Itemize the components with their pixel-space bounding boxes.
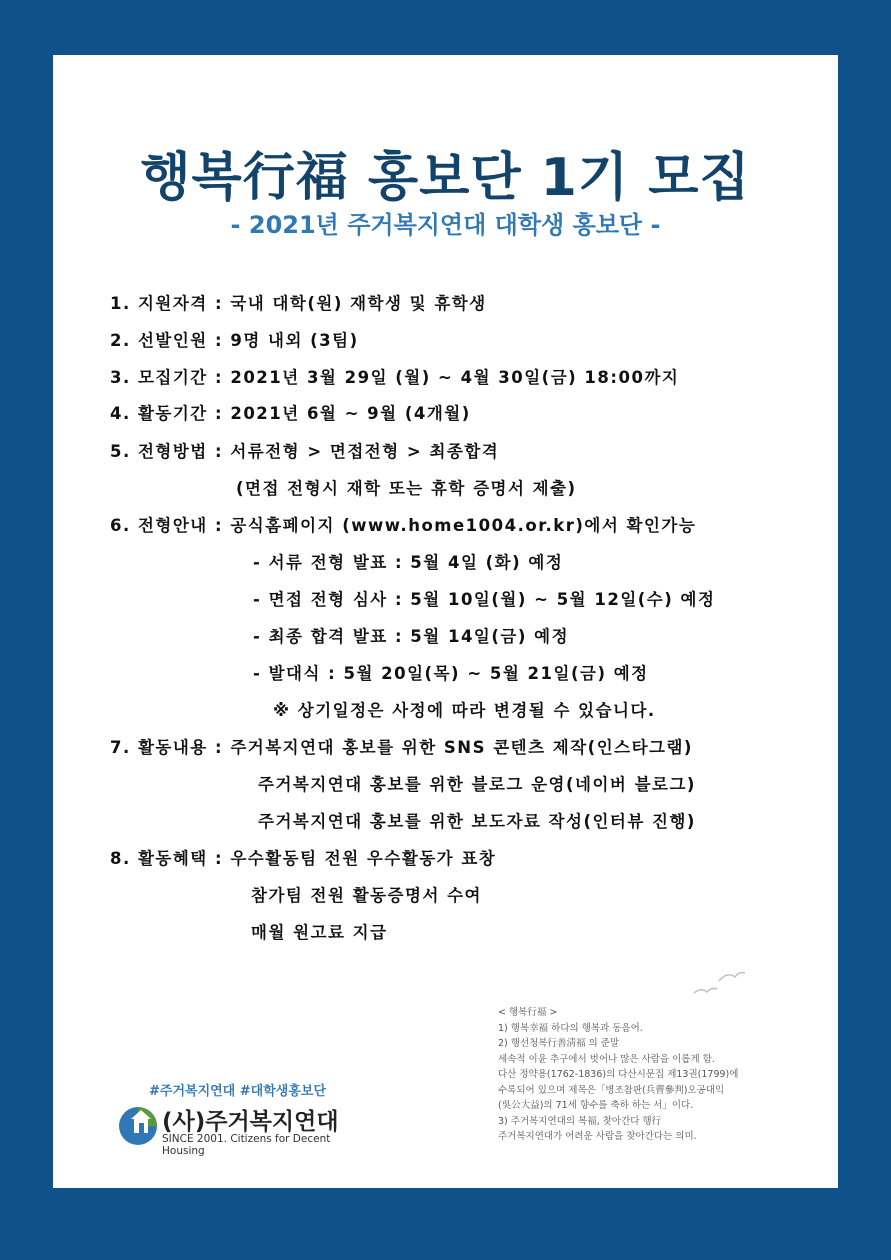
footnote-line: 3) 주거복지연대의 복福, 찾아간다 행行 xyxy=(498,1115,662,1127)
item-selection-guide: 6. 전형안내 : 공식홈페이지 (www.home1004.or.kr)에서 확인가능 xyxy=(110,516,697,535)
schedule-final: - 최종 합격 발표 : 5월 14일(금) 예정 xyxy=(253,627,570,646)
hashtags: #주거복지연대 #대학생홍보단 xyxy=(149,1084,327,1099)
selection-note: (면접 전형시 재학 또는 휴학 증명서 제출) xyxy=(236,479,577,498)
item-eligibility: 1. 지원자격 : 국내 대학(원) 재학생 및 휴학생 xyxy=(110,294,487,313)
poster-subtitle: - 2021년 주거복지연대 대학생 홍보단 - xyxy=(230,211,661,239)
item-activity-period: 4. 활동기간 : 2021년 6월 ~ 9월 (4개월) xyxy=(110,404,471,423)
poster xyxy=(53,55,838,1188)
logo-name: (사)주거복지연대 xyxy=(162,1109,339,1135)
logo-since: SINCE 2001. Citizens for Decent Housing xyxy=(162,1133,331,1157)
footnote-line: 2) 행선청복行善淸福 의 준말 xyxy=(498,1038,620,1049)
footnote-line: (吳公大益)의 71세 향수를 축하 하는 서」이다. xyxy=(498,1100,694,1111)
benefit-fee: 매월 원고료 지급 xyxy=(251,923,388,942)
schedule-notice: ※ 상기일정은 사정에 따라 변경될 수 있습니다. xyxy=(273,701,656,720)
organization-logo xyxy=(118,1101,358,1157)
house-icon xyxy=(118,1103,160,1147)
item-activities: 7. 활동내용 : 주거복지연대 홍보를 위한 SNS 콘텐츠 제작(인스타그램) xyxy=(110,738,693,757)
item-benefits: 8. 활동혜택 : 우수활동팀 전원 우수활동가 표창 xyxy=(110,849,497,868)
item-headcount: 2. 선발인원 : 9명 내외 (3팀) xyxy=(110,331,359,350)
schedule-document: - 서류 전형 발표 : 5월 4일 (화) 예정 xyxy=(253,553,564,572)
activity-press: 주거복지연대 홍보를 위한 보도자료 작성(인터뷰 진행) xyxy=(258,812,696,831)
footnote-line: 수록되어 있으며 제목은「병조참판(兵曹參判)오공대익 xyxy=(498,1084,725,1096)
footnotes xyxy=(498,1005,828,1145)
birds-illustration xyxy=(689,965,749,1005)
activity-blog: 주거복지연대 홍보를 위한 블로그 운영(네이버 블로그) xyxy=(258,775,696,794)
item-selection-method: 5. 전형방법 : 서류전형 > 면접전형 > 최종합격 xyxy=(110,442,500,461)
footnote-line: < 행복行福 > xyxy=(498,1007,558,1018)
item-recruit-period: 3. 모집기간 : 2021년 3월 29일 (월) ~ 4월 30일(금) 18:00까지 xyxy=(110,368,680,387)
footnote-line: 세속적 이윤 추구에서 벗어나 많은 사람을 이롭게 함. xyxy=(498,1053,715,1065)
poster-title: 행복行福 홍보단 1기 모집 xyxy=(140,148,751,208)
schedule-interview: - 면접 전형 심사 : 5월 10일(월) ~ 5월 12일(수) 예정 xyxy=(253,590,716,609)
footnote-line: 주거복지연대가 어려운 사람을 찾아간다는 의미. xyxy=(498,1131,697,1142)
footnote-line: 1) 행복幸福 하다의 행복과 동음어. xyxy=(498,1022,643,1034)
schedule-launch: - 발대식 : 5월 20일(목) ~ 5월 21일(금) 예정 xyxy=(253,664,649,683)
benefit-certificate: 참가팀 전원 활동증명서 수여 xyxy=(251,886,483,905)
footnote-line: 다산 정약용(1762-1836)의 다산시문집 제13권(1799)에 xyxy=(498,1069,739,1080)
